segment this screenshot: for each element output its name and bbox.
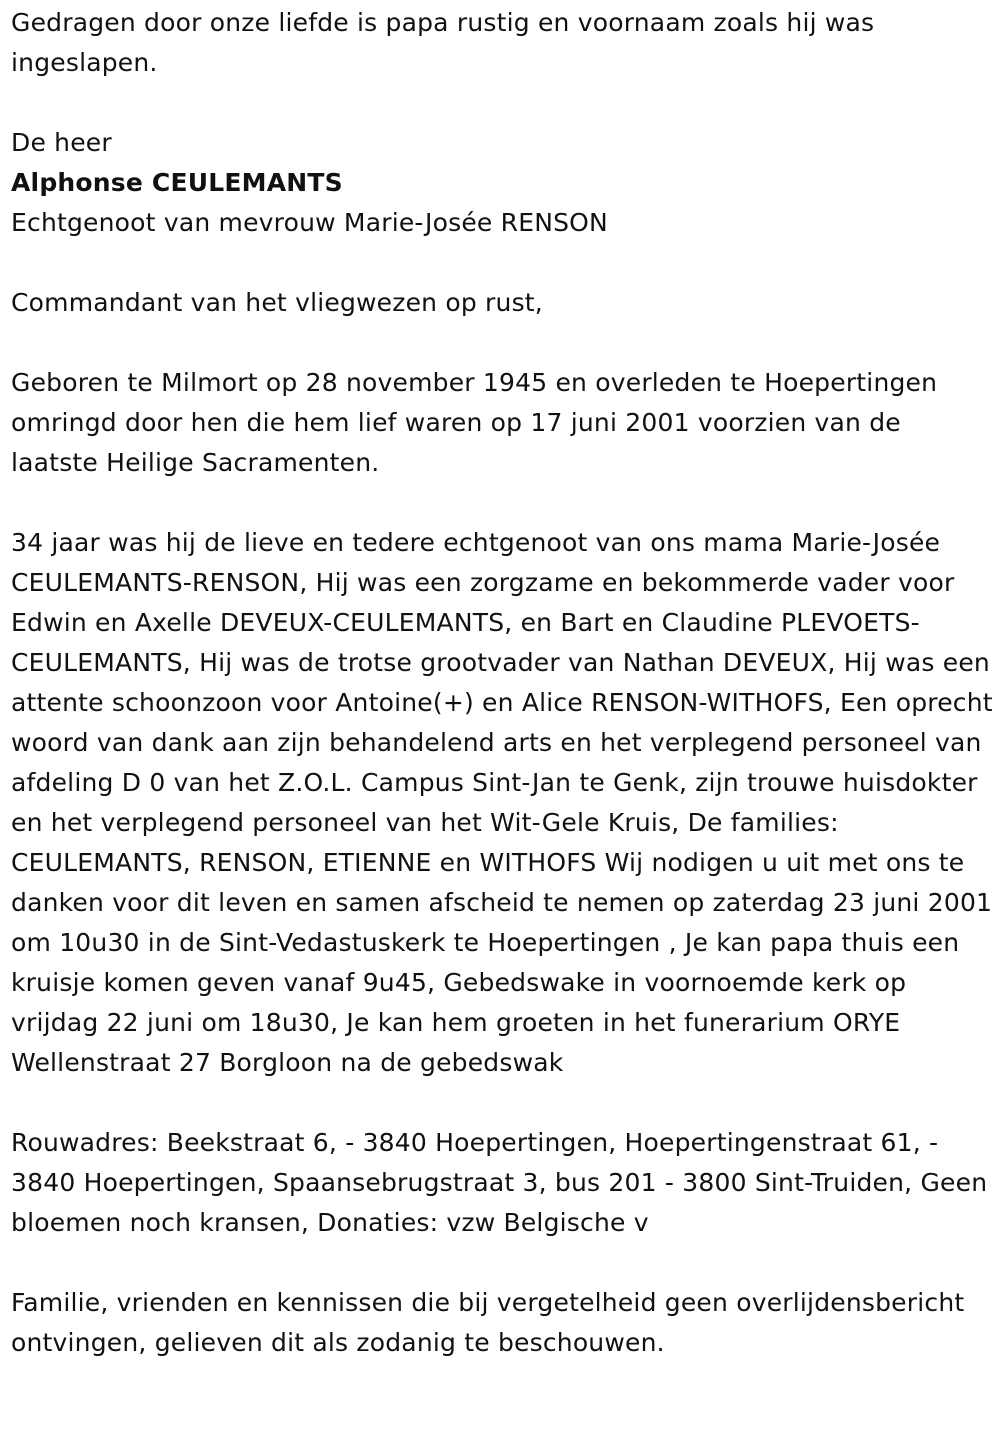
salutation: De heer	[11, 128, 112, 157]
deceased-name: Alphonse CEULEMANTS	[11, 168, 343, 197]
address-paragraph: Rouwadres: Beekstraat 6, - 3840 Hoepertingen, Hoepertingenstraat 61, - 3840 Hoepertingen, Spaansebrugstraat 3, bus 201 - 3800 Sint-Truiden, Geen bloemen noch kransen, Donaties: vzw Belgische v	[11, 1128, 988, 1237]
spacer	[11, 483, 993, 523]
spacer	[11, 243, 993, 283]
intro-text: Gedragen door onze liefde is papa rustig en voornaam zoals hij was ingeslapen.	[11, 8, 875, 77]
birth-death-paragraph: Geboren te Milmort op 28 november 1945 en overleden te Hoepertingen omringd door hen die hem lief waren op 17 juni 2001 voorzien van de laatste Heilige Sacramenten.	[11, 368, 938, 477]
spacer	[11, 1083, 993, 1123]
obituary-document	[11, 3, 993, 1363]
biography-paragraph: 34 jaar was hij de lieve en tedere echtgenoot van ons mama Marie-Josée CEULEMANTS-RENSON, Hij was een zorgzame en bekommerde vader voor Edwin en Axelle DEVEUX-CEULEMANTS, en Bart en Claudine PLEVOETS-CEULEMANTS, Hij was de trotse grootvader van Nathan DEVEUX, Hij was een attente schoonzoon voor Antoine(+) en Alice RENSON-WITHOFS, Een oprecht woord van dank aan zijn behandelend arts en het verplegend personeel van afdeling D 0 van het Z.O.L. Campus Sint-Jan te Genk, zijn trouwe huisdokter en het verplegend personeel van het Wit-Gele Kruis, De families: CEULEMANTS, RENSON, ETIENNE en WITHOFS Wij nodigen u uit met ons te danken voor dit leven en samen afscheid te nemen op zaterdag 23 juni 2001 om 10u30 in de Sint-Vedastuskerk te Hoepertingen , Je kan papa thuis een kruisje komen geven vanaf 9u45, Gebedswake in voornoemde kerk op vrijdag 22 juni om 18u30, Je kan hem groeten in het funerarium ORYE Wellenstraat 27 Borgloon na de gebedswak	[11, 528, 993, 1077]
title-line: Commandant van het vliegwezen op rust,	[11, 288, 543, 317]
spouse-line: Echtgenoot van mevrouw Marie-Josée RENSON	[11, 208, 608, 237]
spacer	[11, 323, 993, 363]
spacer	[11, 1243, 993, 1283]
closing-paragraph: Familie, vrienden en kennissen die bij vergetelheid geen overlijdensbericht ontvingen, gelieven dit als zodanig te beschouwen.	[11, 1288, 965, 1357]
spacer	[11, 83, 993, 123]
